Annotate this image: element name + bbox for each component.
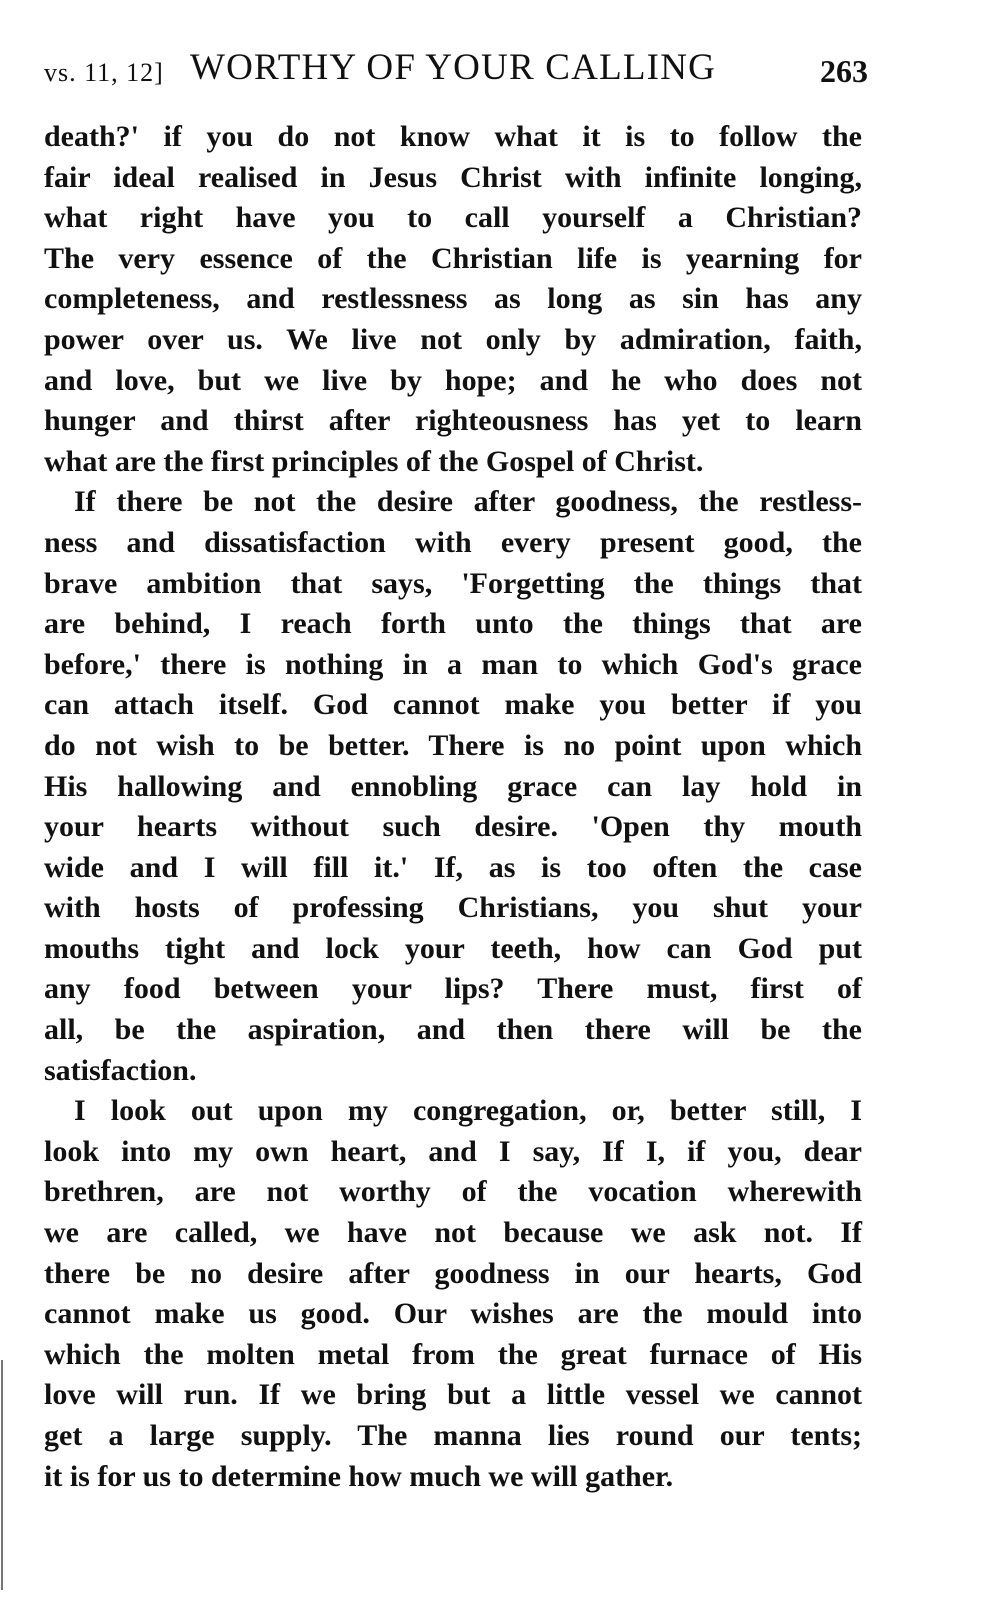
text-line: your hearts without such desire. 'Open thy mouth — [44, 810, 862, 844]
text-line: mouths tight and lock your teeth, how can God put — [44, 931, 862, 965]
text-line: all, be the aspiration, and then there will be the — [44, 1013, 862, 1047]
text-line: If there be not the desire after goodness, the restless- — [74, 485, 862, 519]
text-line: love will run. If we bring but a little vessel we cannot — [44, 1378, 862, 1412]
text-line: ness and dissatisfaction with every present good, the — [44, 525, 862, 559]
running-header — [44, 46, 868, 94]
text-line: do not wish to be better. There is no point upon which — [44, 728, 862, 762]
paragraph-2 — [44, 482, 862, 1091]
text-line: brethren, are not worthy of the vocation wherewith — [44, 1175, 862, 1209]
text-line: His hallowing and ennobling grace can lay hold in — [44, 769, 862, 803]
text-line: and love, but we live by hope; and he who does not — [44, 363, 862, 397]
body-text — [44, 117, 862, 1497]
text-line: what are the first principles of the Gospel of Christ. — [44, 444, 704, 478]
text-line: The very essence of the Christian life is yearning for — [44, 241, 862, 275]
text-line: cannot make us good. Our wishes are the mould into — [44, 1297, 862, 1331]
text-line: which the molten metal from the great furnace of His — [44, 1337, 862, 1371]
text-line: are behind, I reach forth unto the things that are — [44, 607, 862, 641]
paragraph-3 — [44, 1091, 862, 1497]
text-line: there be no desire after goodness in our hearts, God — [44, 1256, 862, 1290]
text-line: can attach itself. God cannot make you better if you — [44, 688, 862, 722]
text-line: any food between your lips? There must, first of — [44, 972, 862, 1006]
scan-edge-line — [1, 1360, 3, 1590]
text-line: before,' there is nothing in a man to which God's grace — [44, 647, 862, 681]
text-line: death?' if you do not know what it is to follow the — [44, 120, 862, 153]
text-line: with hosts of professing Christians, you shut your — [44, 891, 862, 925]
text-line: we are called, we have not because we ask not. If — [44, 1216, 862, 1250]
text-line: completeness, and restlessness as long as sin has any — [44, 282, 862, 316]
text-line: power over us. We live not only by admiration, faith, — [44, 322, 862, 356]
paragraph-1 — [44, 117, 862, 482]
text-line: wide and I will fill it.' If, as is too often the case — [44, 850, 862, 884]
text-line: it is for us to determine how much we will gather. — [44, 1459, 674, 1493]
text-line: satisfaction. — [44, 1053, 197, 1087]
text-line: hunger and thirst after righteousness has yet to learn — [44, 404, 862, 438]
text-line: get a large supply. The manna lies round our tents; — [44, 1419, 862, 1452]
running-title: WORTHY OF YOUR CALLING — [190, 47, 717, 88]
text-line: I look out upon my congregation, or, better still, I — [74, 1094, 862, 1128]
text-line: fair ideal realised in Jesus Christ with infinite longing, — [44, 160, 862, 194]
verse-reference: vs. 11, 12] — [44, 58, 164, 87]
page-number: 263 — [820, 53, 868, 89]
text-line: what right have you to call yourself a Christian? — [44, 201, 862, 235]
text-line: brave ambition that says, 'Forgetting the things that — [44, 566, 862, 600]
text-line: look into my own heart, and I say, If I, if you, dear — [44, 1134, 862, 1168]
